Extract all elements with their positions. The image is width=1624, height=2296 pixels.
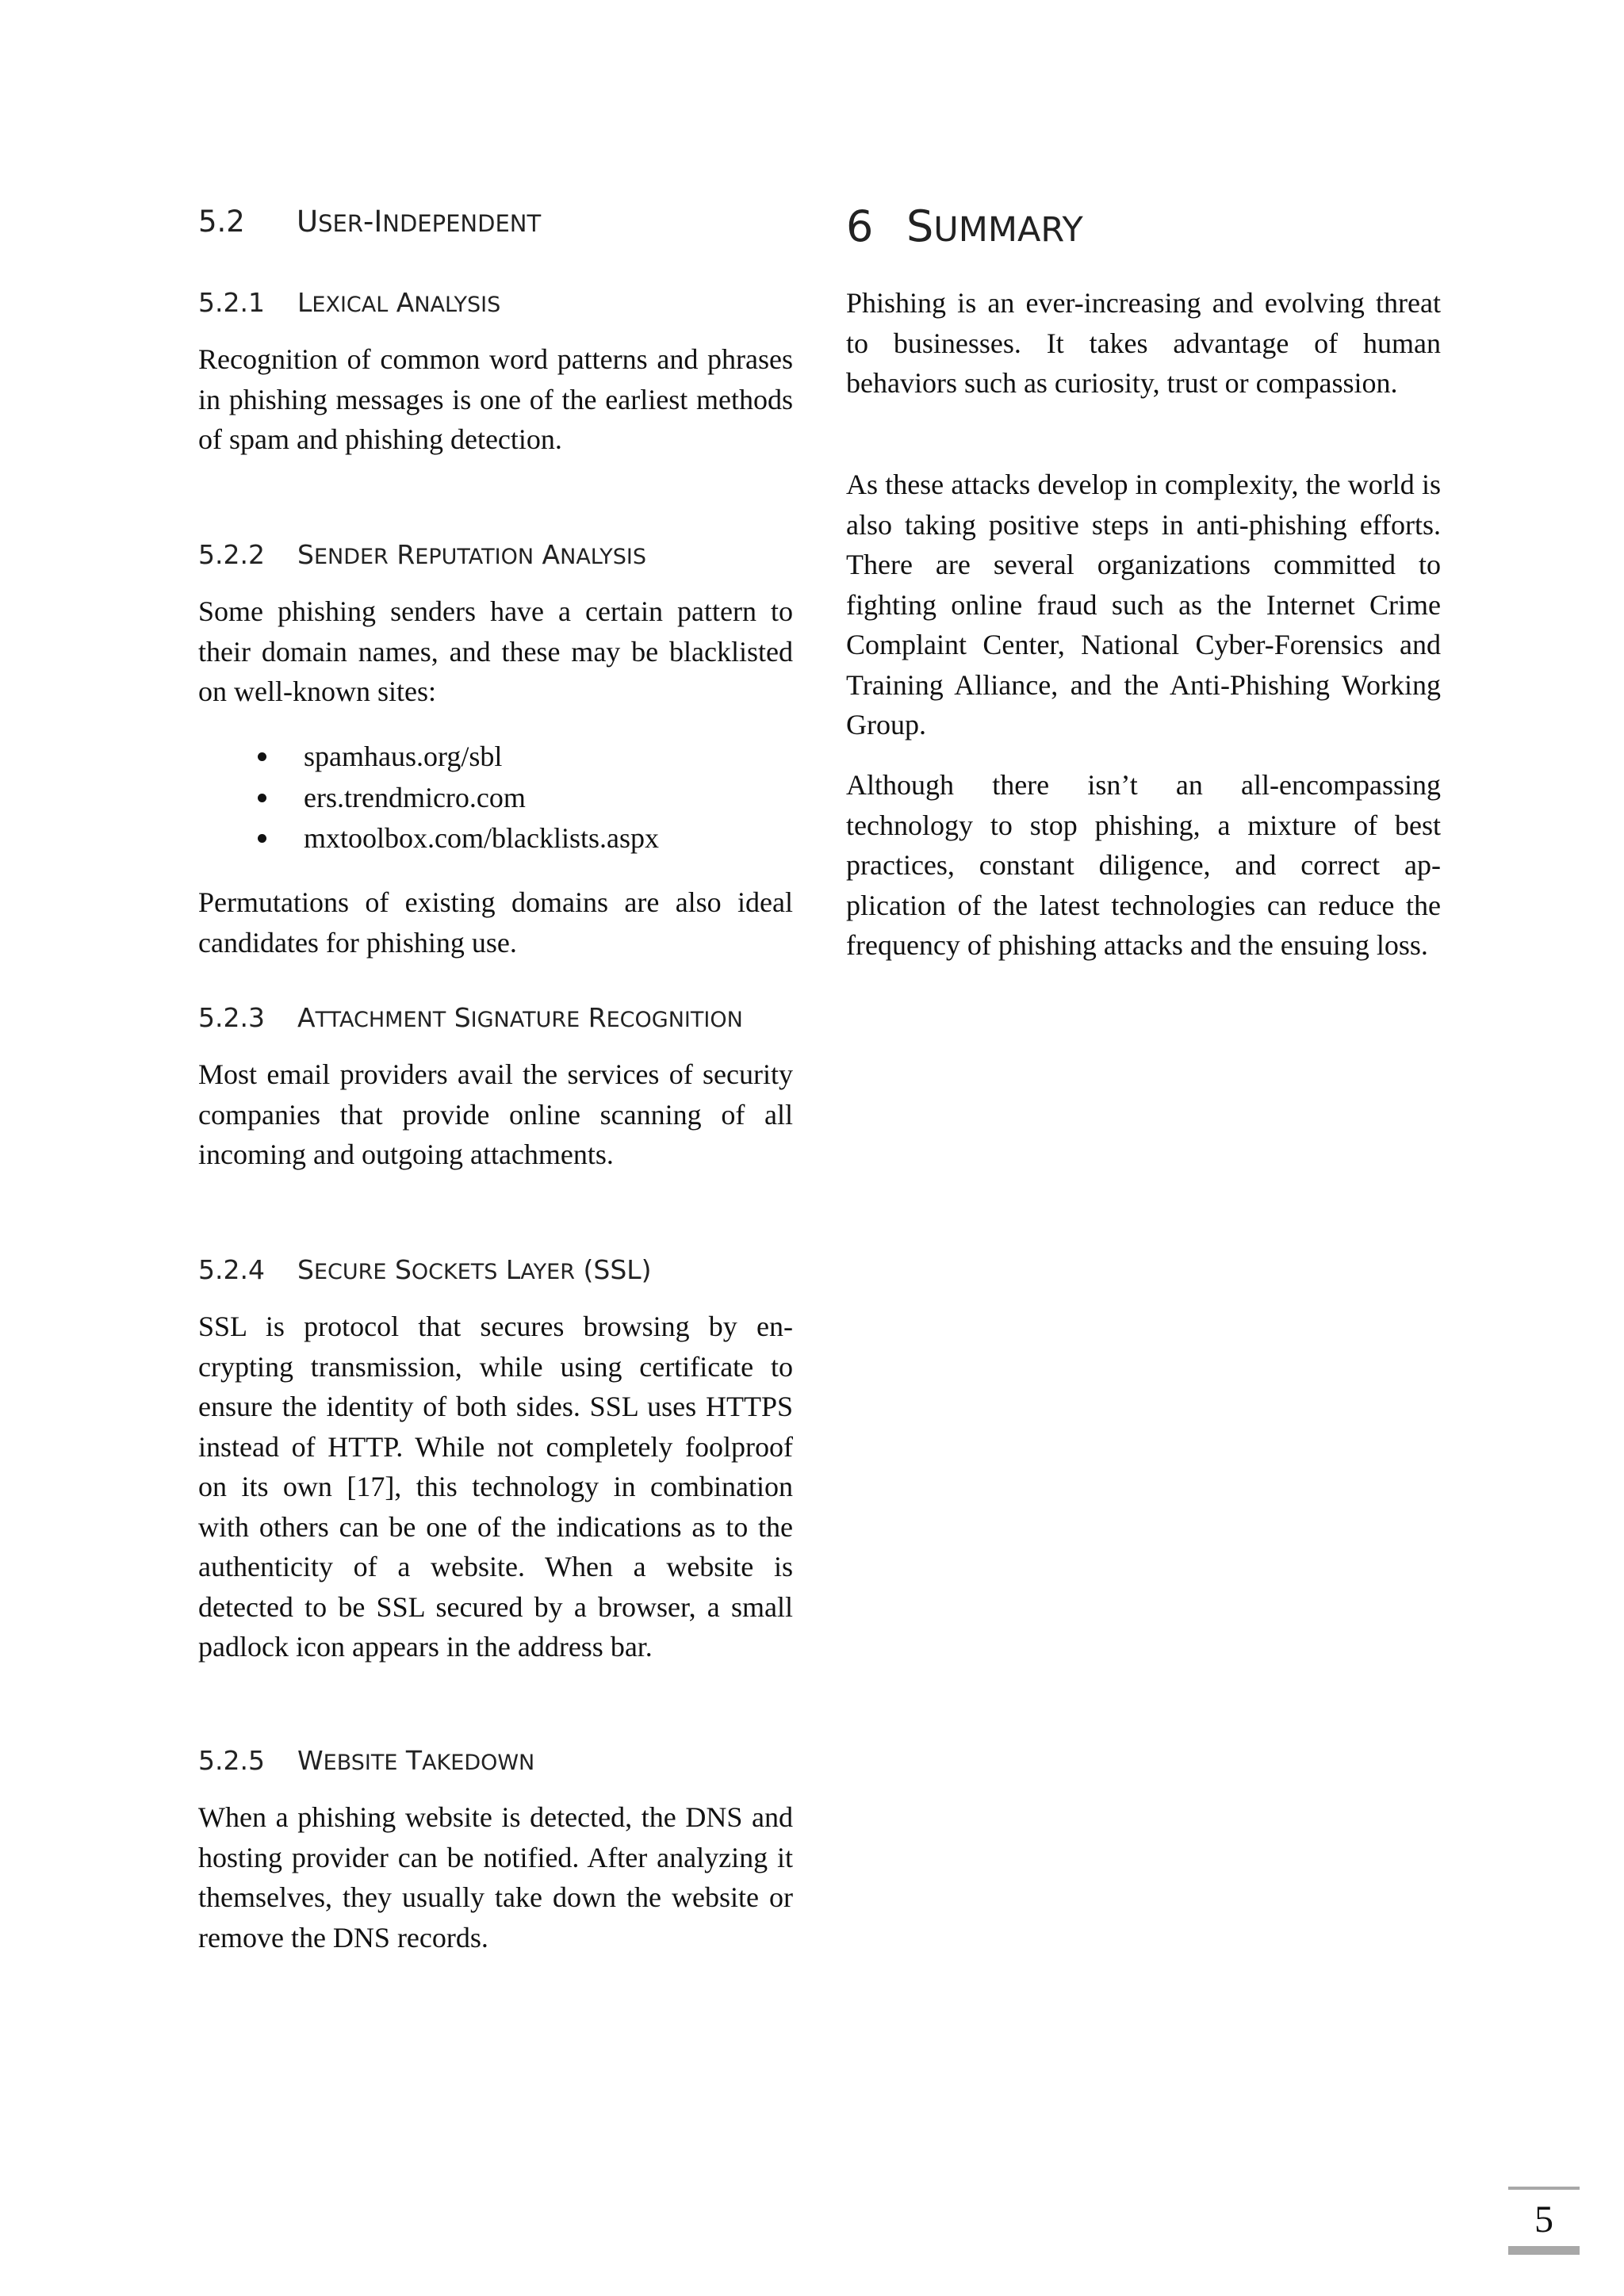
blacklist-sites-list [198, 737, 793, 859]
bullet-icon [258, 794, 266, 802]
bullet-icon [258, 834, 266, 843]
paragraph-sender-reputation: Some phishing senders have a certain pattern to their domain names, and these may be blacklisted on well-known sites: [198, 595, 793, 707]
page-number-top-rule [1508, 2187, 1580, 2190]
paragraph-lexical-analysis: Recognition of common word patterns and phrases in phishing messages is one of the earliest methods of spam and phishing detection. [198, 343, 793, 455]
heading-text: ATTACHMENT SIGNATURE RECOGNITION [297, 1002, 743, 1033]
heading-text: SUMMARY [906, 201, 1083, 251]
heading-text: WEBSITE TAKEDOWN [297, 1745, 535, 1776]
summary-paragraph-1: Phishing is an ever-increasing and evolving threat to businesses. It takes advantage of human behaviors such as curiosity, trust or compassion. [846, 287, 1441, 399]
subsection-number: 5.2.1 [198, 287, 265, 318]
subsection-number: 5.2.2 [198, 539, 265, 570]
bullet-icon [258, 752, 266, 761]
page-number: 5 [1534, 2198, 1553, 2241]
subsection-number: 5.2.5 [198, 1745, 265, 1776]
subsection-number: 5.2.3 [198, 1002, 265, 1033]
heading-text: SENDER REPUTATION ANALYSIS [297, 539, 646, 570]
paragraph-permutations: Permutations of existing domains are also ideal candidates for phishing use. [198, 886, 793, 959]
heading-text: USER-INDEPENDENT [297, 205, 542, 239]
section-number: 6 [846, 201, 874, 251]
subsection-heading-5-2-5 [198, 1745, 534, 1776]
summary-paragraph-3: Although there isn’t an all-encompassing technology to stop phishing, a mixture of best practices, constant diligence, and correct application of the latest technologies can reduce the frequency of phishing attacks and the ensuing loss. [846, 769, 1441, 961]
list-item: spamhaus.org/sbl [198, 737, 793, 778]
subsection-number: 5.2.4 [198, 1254, 265, 1285]
subsection-heading-5-2-1 [198, 287, 500, 318]
section-heading-6 [846, 201, 1083, 251]
paragraph-attachment-signature: Most email providers avail the services of security companies that provide online scanning of all incoming and outgoing attachments. [198, 1058, 793, 1170]
heading-text: SECURE SOCKETS LAYER (SSL) [297, 1254, 652, 1285]
subsection-heading-5-2-4 [198, 1254, 652, 1285]
heading-text: LEXICAL ANALYSIS [297, 287, 501, 318]
summary-paragraph-2: As these attacks develop in complexity, the world is also taking positive steps in anti-phishing efforts. There are several organizations committed to fighting online fraud such as the Internet Crime Complaint Center, National Cyber-Forensics and Training Alliance, and the Anti-Phishing Working Group. [846, 469, 1441, 740]
list-item: mxtoolbox.com/blacklists.aspx [198, 818, 793, 859]
subsection-heading-5-2-2 [198, 539, 646, 570]
section-number: 5.2 [198, 205, 245, 239]
list-item: ers.trendmicro.com [198, 778, 793, 819]
section-heading-5-2 [198, 205, 541, 239]
paragraph-ssl: SSL is protocol that secures browsing by encrypting transmission, while using certificate to ensure the identity of both sides. SSL uses HTTPS instead of HTTP. While not completely foolproof on its own [17], this technology in combination with others can be one of the indications as to the authenticity of a website. When a website is detected to be SSL secured by a browser, a small padlock icon appears in the address bar. [198, 1311, 793, 1663]
page-number-bottom-rule [1508, 2246, 1580, 2255]
subsection-heading-5-2-3 [198, 1002, 743, 1033]
paragraph-website-takedown: When a phishing website is detected, the DNS and hosting provider can be notified. After analyzing it themselves, they usually take down the website or remove the DNS records. [198, 1801, 793, 1954]
